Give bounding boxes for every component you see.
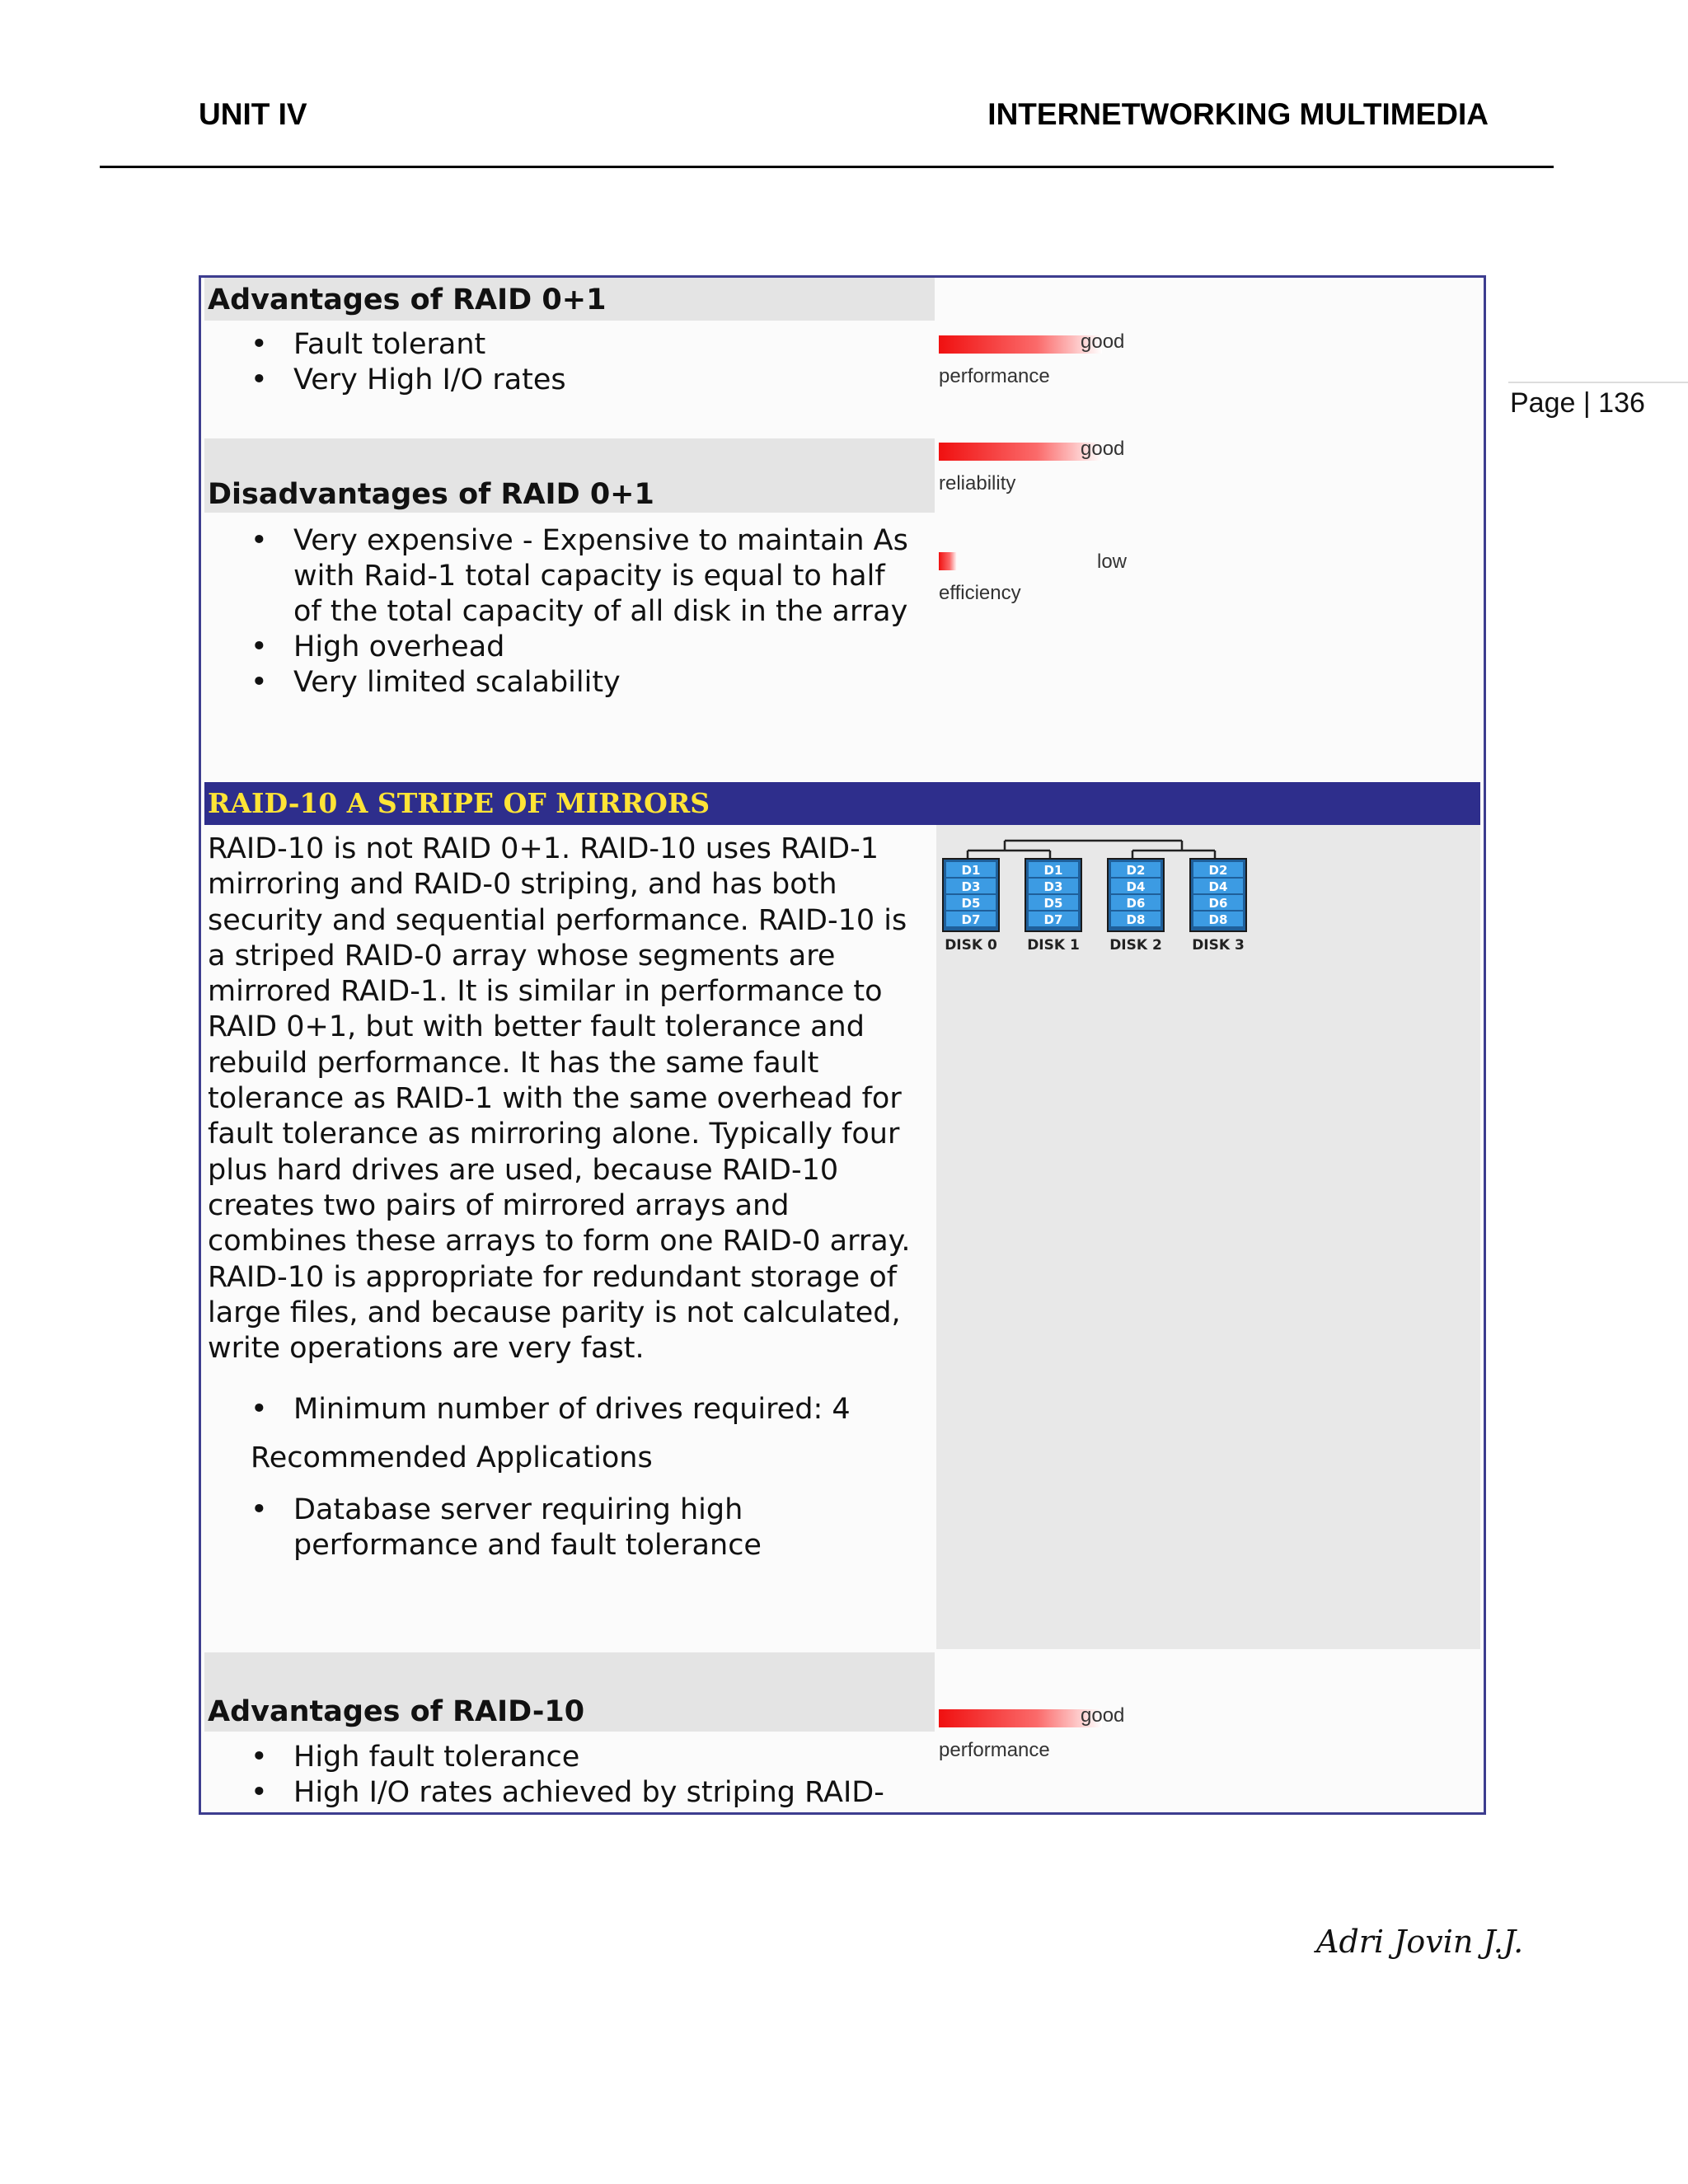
meter-quality: good xyxy=(1081,330,1125,353)
chapter-title: INTERNETWORKING MULTIMEDIA xyxy=(987,97,1489,131)
list-item: • High fault tolerance xyxy=(251,1740,920,1775)
raid-info-panel xyxy=(199,275,1486,1815)
header-divider xyxy=(100,166,1554,168)
disk-label: DISK 3 xyxy=(1192,937,1245,954)
disk-block-label: D3 xyxy=(961,879,981,894)
disk-block-label: D1 xyxy=(961,863,981,878)
page-number-separator: | xyxy=(1582,387,1591,419)
list-item: • Very High I/O rates xyxy=(251,363,920,398)
author-signature: Adri Jovin J.J. xyxy=(1316,1924,1524,1960)
raid10-disk-diagram xyxy=(939,834,1268,954)
dis01-list xyxy=(251,523,920,701)
disk-block-label: D7 xyxy=(961,912,981,927)
disk-block-label: D5 xyxy=(961,896,981,911)
meter-quality: good xyxy=(1081,438,1125,460)
meter-quality: good xyxy=(1081,1704,1125,1727)
list-item: • Very limited scalability xyxy=(251,665,920,701)
unit-label: UNIT IV xyxy=(199,97,307,131)
page-number xyxy=(1510,387,1645,419)
list-item: • Minimum number of drives required: 4 xyxy=(251,1392,920,1427)
meter-bar xyxy=(939,1709,1102,1727)
disk-block-label: D1 xyxy=(1043,863,1063,878)
list-item: • High overhead xyxy=(251,630,920,665)
disk-label: DISK 0 xyxy=(945,937,997,954)
adv01-heading: Advantages of RAID 0+1 xyxy=(208,284,607,316)
meter-label: efficiency xyxy=(939,582,1021,604)
meter-quality: low xyxy=(1097,551,1128,573)
list-item: • Very expensive - Expensive to maintain As with Raid-1 total capacity is equal to half of the total capacity of all disk in the array xyxy=(251,523,920,630)
disk-block-label: D3 xyxy=(1043,879,1063,894)
meter-bar xyxy=(939,335,1102,354)
adv10-list xyxy=(251,1740,920,1811)
disk-block-label: D5 xyxy=(1043,896,1063,911)
meter-label: performance xyxy=(939,365,1050,387)
list-item: • High I/O rates achieved by striping RAID- xyxy=(251,1775,920,1811)
disk-block-label: D4 xyxy=(1208,879,1228,894)
adv10-heading: Advantages of RAID-10 xyxy=(208,1695,585,1728)
raid10-min-drives-list xyxy=(251,1392,920,1427)
disk-block-label: D8 xyxy=(1208,912,1228,927)
disk-block-label: D2 xyxy=(1126,863,1146,878)
disk-label: DISK 1 xyxy=(1027,937,1080,954)
meter-bar xyxy=(939,552,957,570)
page-number-label: Page xyxy=(1510,387,1576,419)
meter-bar xyxy=(939,443,1102,461)
raid10-title: RAID-10 A STRIPE OF MIRRORS xyxy=(208,787,710,819)
disk-block-label: D4 xyxy=(1126,879,1146,894)
dis01-heading: Disadvantages of RAID 0+1 xyxy=(208,478,654,511)
recommended-applications-list xyxy=(251,1493,920,1563)
disk-block-label: D2 xyxy=(1208,863,1228,878)
list-item: • Fault tolerant xyxy=(251,327,920,363)
disk-block-label: D8 xyxy=(1126,912,1146,927)
diagram-connector-lines xyxy=(968,841,1215,860)
page-number-value: 136 xyxy=(1598,387,1645,419)
adv01-list xyxy=(251,327,920,398)
meter-label: reliability xyxy=(939,472,1016,494)
meter-label: performance xyxy=(939,1739,1050,1761)
disk-block-label: D6 xyxy=(1126,896,1146,911)
disk-block-label: D7 xyxy=(1043,912,1063,927)
raid10-title-bar xyxy=(204,782,1480,825)
recommended-applications-heading: Recommended Applications xyxy=(251,1441,653,1474)
page-number-divider xyxy=(1508,382,1688,383)
disk-block-label: D6 xyxy=(1208,896,1228,911)
disk-label: DISK 2 xyxy=(1109,937,1162,954)
list-item: • Database server requiring high performance and fault tolerance xyxy=(251,1493,920,1563)
raid10-description: RAID-10 is not RAID 0+1. RAID-10 uses RAID-1 mirroring and RAID-0 striping, and has both security and sequential performance. RAID-10 is a striped RAID-0 array whose segments are mirrored RAID-1. It is similar in performance to RAID 0+1, but with better fault tolerance and rebuild performance. It has the same fault tolerance as RAID-1 with the same overhead for fault tolerance as mirroring alone. Typically four plus hard drives are used, because RAID-10 creates two pairs of mirrored arrays and combines these arrays to form one RAID-0 array. RAID-10 is appropriate for redundant storage of large files, and because parity is not calculated, write operations are very fast. xyxy=(208,832,911,1366)
